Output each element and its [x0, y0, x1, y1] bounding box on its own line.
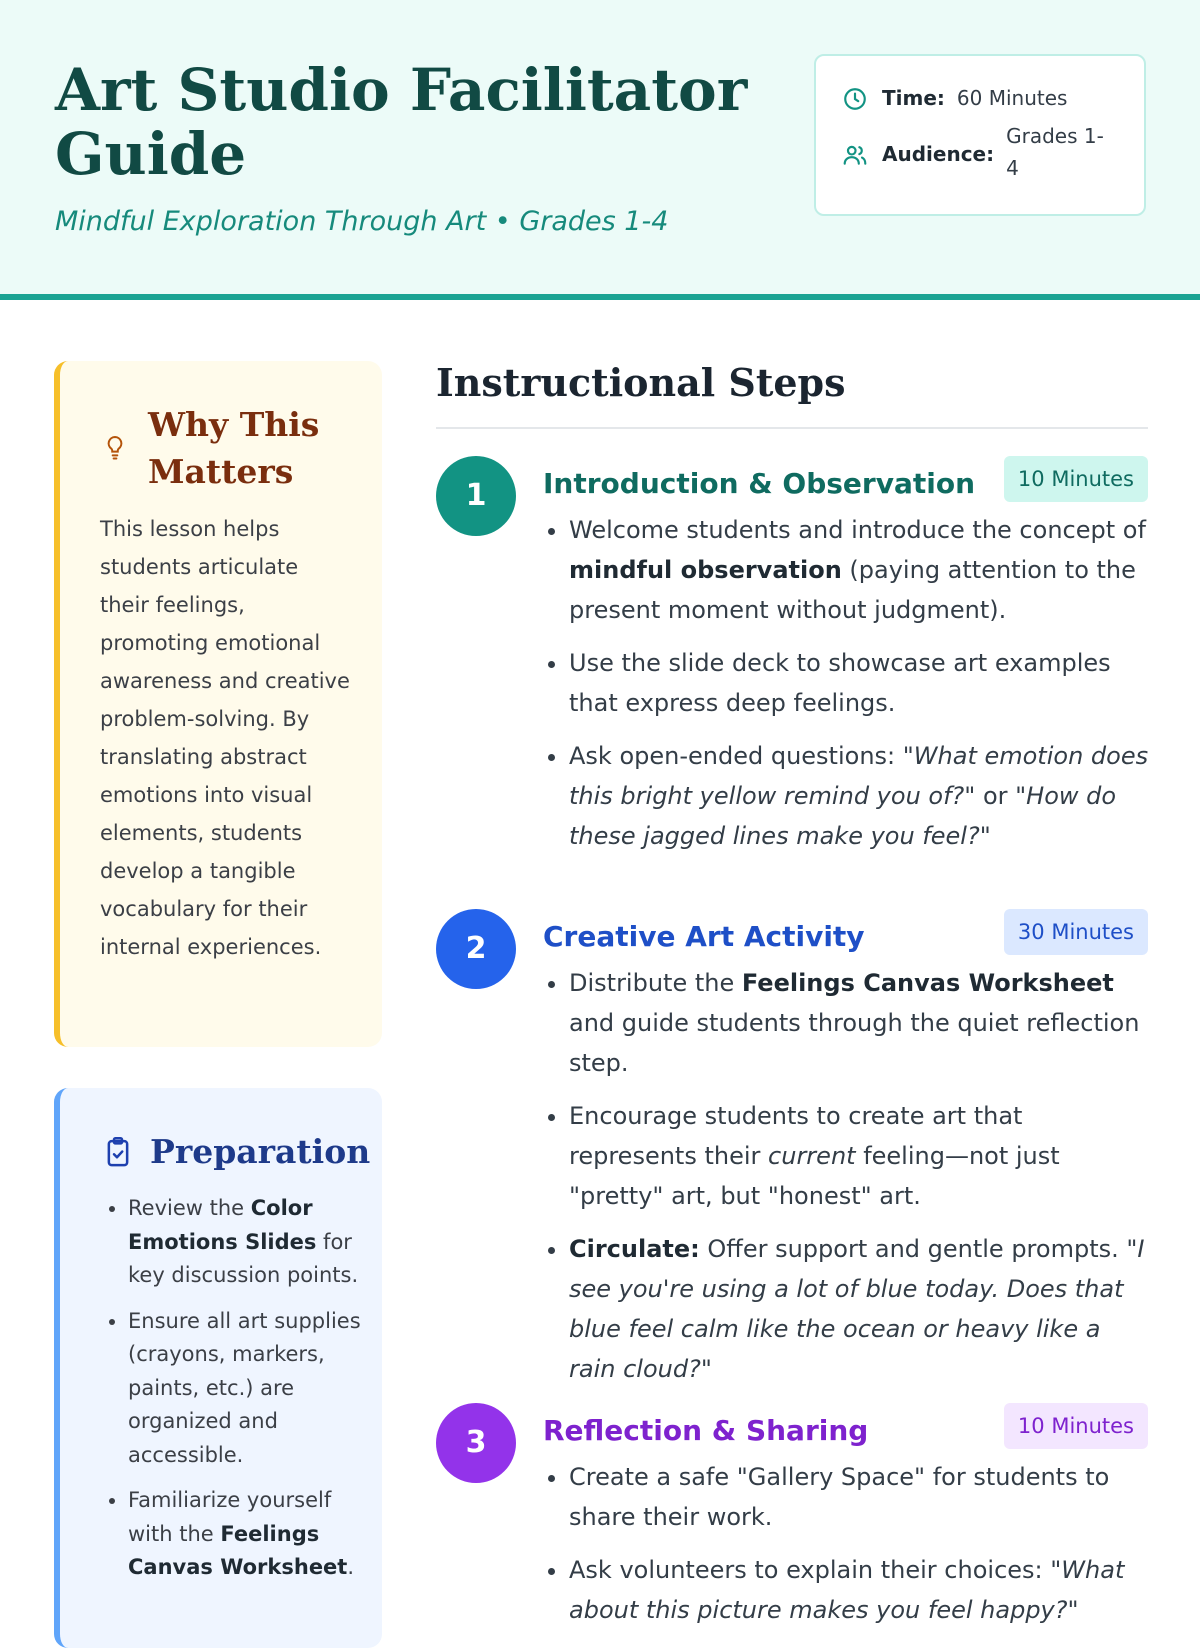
preparation-card	[54, 1088, 382, 1648]
step-bullet: • Use the slide deck to showcase art examples that express deep feelings.	[569, 643, 1149, 723]
step-number-badge: 1	[436, 456, 516, 536]
step-bullet: • Ask open-ended questions: "What emotion does this bright yellow remind you of?" or "How do these jagged lines make you feel?"	[569, 736, 1149, 856]
time-row	[842, 84, 1067, 112]
why-card-header	[104, 401, 348, 495]
audience-value: Grades 1-4	[1006, 124, 1104, 180]
step-number-badge: 2	[436, 909, 516, 989]
time-label: Time:	[882, 86, 945, 110]
prep-card-header	[104, 1128, 370, 1175]
step-bullet: • Distribute the Feelings Canvas Worksheet and guide students through the quiet reflection step.	[569, 963, 1149, 1083]
audience-label: Audience:	[882, 142, 995, 166]
step-bullet: • Encourage students to create art that represents their current feeling—not just "pretty" art, but "honest" art.	[569, 1096, 1149, 1216]
users-icon	[842, 142, 868, 168]
step-title: Introduction & Observation	[543, 467, 976, 500]
audience-row	[842, 120, 1116, 184]
prep-item: • Ensure all art supplies (crayons, markers, paints, etc.) are organized and accessible.	[128, 1305, 376, 1473]
duration-badge: 10 Minutes	[1004, 1403, 1148, 1449]
duration-badge: 30 Minutes	[1004, 909, 1148, 955]
lesson-meta-card	[814, 54, 1146, 216]
instructional-steps-title: Instructional Steps	[436, 360, 846, 405]
why-this-matters-card	[54, 361, 382, 1047]
page-title: Art Studio Facilitator Guide	[55, 56, 748, 188]
page-header	[0, 0, 1200, 300]
step-bullet: • Welcome students and introduce the concept of mindful observation (paying attention to the present moment without judgment).	[569, 510, 1149, 630]
step-bullet: • Create a safe "Gallery Space" for students to share their work.	[569, 1457, 1149, 1537]
prep-list	[102, 1192, 376, 1597]
duration-badge: 10 Minutes	[1004, 456, 1148, 502]
clock-icon	[842, 86, 868, 112]
step-bullet: • Ask volunteers to explain their choices: "What about this picture makes you feel happy?"	[569, 1550, 1149, 1630]
step-title: Creative Art Activity	[543, 920, 865, 953]
step-bullets	[543, 510, 1149, 869]
step-number-badge: 3	[436, 1403, 516, 1483]
section-divider	[436, 427, 1148, 429]
time-value: 60 Minutes	[956, 86, 1068, 110]
lightbulb-icon	[104, 434, 126, 462]
prep-item: • Review the Color Emotions Slides for key discussion points.	[128, 1192, 376, 1293]
prep-card-title: Preparation	[150, 1132, 371, 1171]
prep-item: • Familiarize yourself with the Feelings Canvas Worksheet.	[128, 1484, 376, 1585]
clipboard-check-icon	[104, 1136, 132, 1168]
why-card-title: Why This Matters	[148, 405, 320, 491]
step-bullets	[543, 1457, 1149, 1643]
step-bullets	[543, 963, 1149, 1402]
step-title: Reflection & Sharing	[543, 1414, 869, 1447]
why-card-text: This lesson helps students articulate their feelings, promoting emotional awareness and creative problem-solving. By translating abstract emotions into visual elements, students develop a tangible vocabulary for their internal experiences.	[100, 517, 350, 959]
step-bullet: • Circulate: Offer support and gentle prompts. "I see you're using a lot of blue today. Does that blue feel calm like the ocean or heavy like a rain cloud?"	[569, 1229, 1149, 1389]
page-subtitle: Mindful Exploration Through Art • Grades 1-4	[55, 206, 669, 237]
